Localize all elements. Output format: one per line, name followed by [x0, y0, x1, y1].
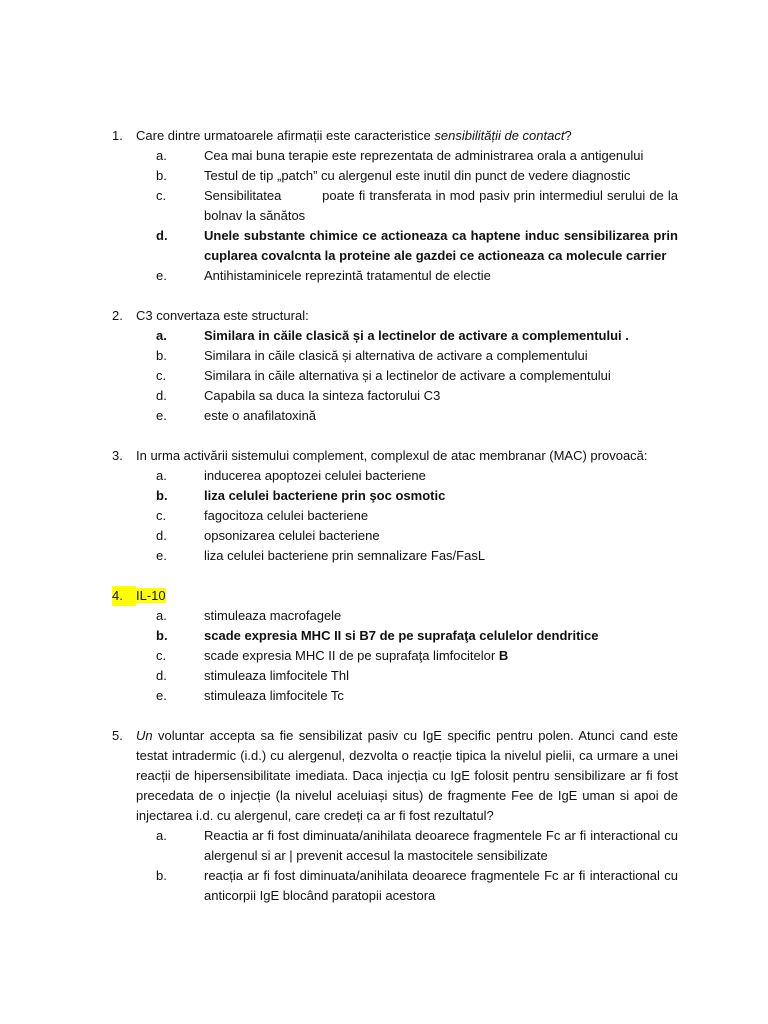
- option-letter: c.: [156, 368, 167, 383]
- option-letter: b.: [156, 488, 168, 503]
- option-c: [156, 366, 678, 386]
- question-number: 2.: [112, 308, 123, 323]
- question-text: [136, 726, 678, 826]
- option-e: [156, 406, 678, 426]
- question-stem: [112, 446, 678, 466]
- option-text: opsonizarea celulei bacteriene: [204, 528, 380, 543]
- options: [156, 326, 678, 426]
- option-text: scade expresia MHC II si B7 de pe suprafaţa celulelor dendritice: [204, 628, 599, 643]
- option-text: stimuleaza macrofagele: [204, 608, 342, 623]
- option-letter: a.: [156, 608, 167, 623]
- option-letter: a.: [156, 468, 167, 483]
- question-stem: [112, 726, 678, 826]
- option-letter: a.: [156, 148, 167, 163]
- option-letter: d.: [156, 668, 167, 683]
- option-text: inducerea apoptozei celulei bacteriene: [204, 468, 426, 483]
- highlighted-stem: IL-10: [136, 588, 166, 603]
- question-3: [112, 446, 678, 566]
- option-c: [156, 646, 678, 666]
- question-stem: [112, 306, 678, 326]
- option-text: stimuleaza limfocitele Thl: [204, 668, 349, 683]
- option-a: [156, 606, 678, 626]
- option-text: Similara in căile alternativa și a lectinelor de activare a complementului: [204, 368, 611, 383]
- option-text: reacția ar fi fost diminuata/anihilata deoarece fragmentele Fc ar fi interactional cu anticorpii IgE blocând paratopii acestora: [204, 868, 678, 903]
- option-text: Capabila sa duca Ia sinteza factorului C3: [204, 388, 441, 403]
- option-text: liza celulei bacteriene prin şoc osmotic: [204, 488, 446, 503]
- question-number: 5.: [112, 728, 123, 743]
- option-letter: b.: [156, 868, 167, 883]
- question-1: [112, 126, 682, 286]
- question-text: C3 convertaza este structural:: [136, 308, 309, 323]
- stem-text-end: ?: [564, 128, 572, 143]
- question-text: [136, 126, 678, 146]
- option-a: [156, 466, 678, 486]
- options: [156, 466, 678, 566]
- option-letter: c.: [156, 188, 167, 203]
- option-text-bold-tail: B: [498, 648, 509, 663]
- option-letter: a.: [156, 328, 167, 343]
- option-letter: e.: [156, 268, 167, 283]
- stem-italic-text: Un: [136, 728, 153, 743]
- option-letter: e.: [156, 548, 167, 563]
- option-letter: b.: [156, 168, 167, 183]
- option-letter: d.: [156, 388, 167, 403]
- option-text: Similara in căile clasică și alternativa de activare a complementului: [204, 348, 588, 363]
- question-number-highlighted: 4.: [112, 586, 136, 606]
- question-number: 3.: [112, 448, 123, 463]
- option-letter: c.: [156, 648, 167, 663]
- option-d: [156, 526, 678, 546]
- option-e: [156, 546, 678, 566]
- option-letter: e.: [156, 688, 167, 703]
- option-a-correct: [156, 326, 678, 346]
- options: [156, 146, 682, 286]
- option-text: Testul de tip „patch” cu alergenul este inutil din punct de vedere diagnostic: [204, 168, 631, 183]
- option-a: [156, 146, 678, 166]
- stem-italic-text: sensibilității de contact: [434, 128, 565, 143]
- option-text: [204, 646, 678, 666]
- option-text: stimuleaza limfocitele Tc: [204, 688, 344, 703]
- option-text: liza celulei bacteriene prin semnalizare Fas/FasL: [204, 548, 486, 563]
- question-stem: [112, 126, 678, 146]
- option-text: Similara in căile clasică și a lectinelor de activare a complementului .: [204, 328, 629, 343]
- question-list: [112, 126, 682, 926]
- question-text: [136, 586, 678, 606]
- option-text: Cea mai buna terapie este reprezentata de administrarea orala a antigenului: [204, 148, 644, 163]
- question-text: In urma activării sistemului complement, complexul de atac membranar (MAC) provoacă:: [136, 448, 648, 463]
- option-b: [156, 346, 678, 366]
- option-e: [156, 266, 678, 286]
- question-2: [112, 306, 678, 426]
- option-text: Reactia ar fi fost diminuata/anihilata deoarece fragmentele Fc ar fi interactional cu alergenul si ar | prevenit accesul la mastocitele sensibilizate: [204, 828, 678, 863]
- option-a: [156, 826, 678, 866]
- option-d: [156, 386, 678, 406]
- option-c: [156, 506, 678, 526]
- option-letter: b.: [156, 348, 167, 363]
- option-letter: a.: [156, 828, 167, 843]
- question-5: [112, 726, 678, 906]
- option-text: Unele substante chimice ce actioneaza ca haptene induc sensibilizarea prin cuplarea covalcnta la proteine ale gazdei ce actioneaza ca molecule carrier: [204, 228, 678, 263]
- option-text: este o anafilatoxină: [204, 408, 317, 423]
- question-stem: [112, 586, 678, 606]
- stem-text: Care dintre urmatoarele afirmații este caracteristice: [136, 128, 435, 143]
- option-letter: d.: [156, 228, 168, 243]
- option-text: Antihistaminicele reprezintă tratamentul de electie: [204, 268, 491, 283]
- option-b: [156, 166, 678, 186]
- options: [156, 826, 678, 906]
- option-letter: b.: [156, 628, 168, 643]
- option-b: [156, 866, 678, 906]
- options: [156, 606, 678, 706]
- option-letter: c.: [156, 508, 167, 523]
- option-c: [156, 186, 682, 226]
- option-text: Sensibilitatea poate fi transferata in mod pasiv prin intermediul serului de la bolnav la sănătos: [204, 188, 682, 223]
- question-4: [112, 586, 678, 706]
- question-number: 1.: [112, 128, 123, 143]
- option-text-main: scade expresia MHC II de pe suprafaţa limfocitelor: [204, 648, 499, 663]
- option-e: [156, 686, 678, 706]
- option-letter: e.: [156, 408, 167, 423]
- option-text: fagocitoza celulei bacteriene: [204, 508, 369, 523]
- option-b-correct: [156, 626, 678, 646]
- option-d-correct: [156, 226, 678, 266]
- stem-text: voluntar accepta sa fie sensibilizat pasiv cu IgE specific pentru polen. Atunci cand este testat intradermic (i.d.) cu alergenul, dezvolta o reacție tipica la nivelul pielii, ca urmare a unei reacții de hipersensibilitate imediata. Daca injecția cu IgE folosit pentru sensibilizare ar fi fost precedata de o injecție (la nivelul aceluiași situs) de fragmente Fee de IgE uman si apoi de injectarea i.d. cu alergenul, care credeți ca ar fi fost rezultatul?: [136, 728, 678, 823]
- option-letter: d.: [156, 528, 167, 543]
- option-d: [156, 666, 678, 686]
- option-b-correct: [156, 486, 678, 506]
